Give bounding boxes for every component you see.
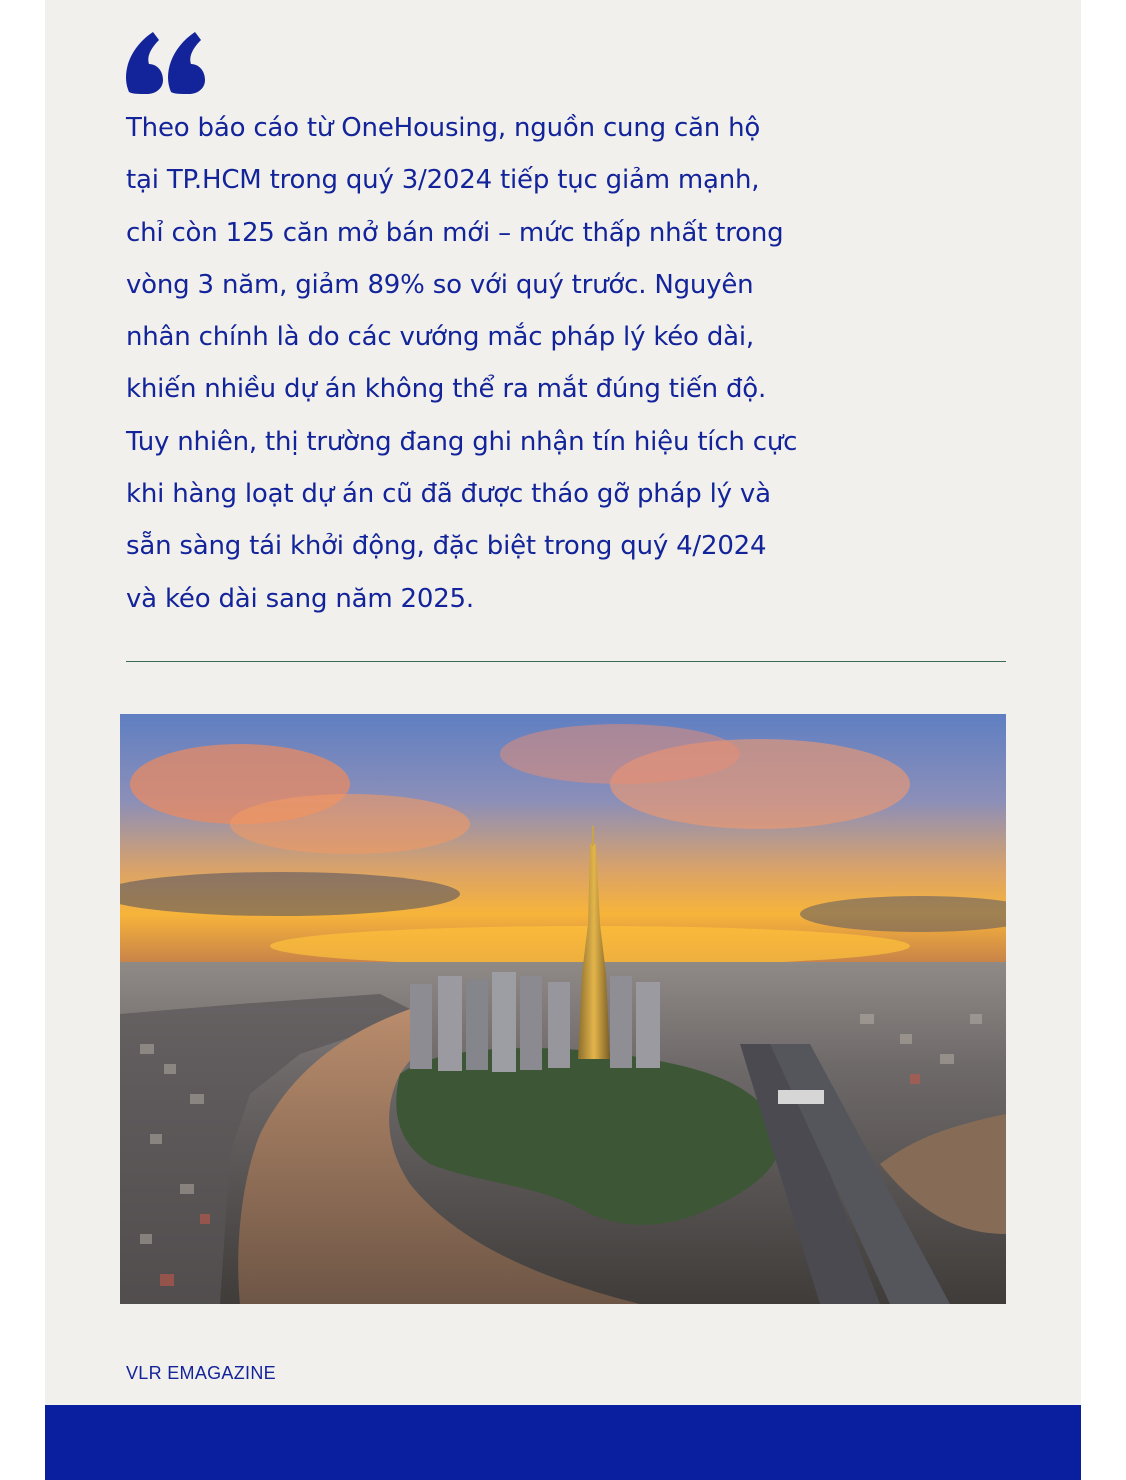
publication-label: VLR EMAGAZINE <box>126 1363 276 1383</box>
quote-open-icon <box>123 30 205 96</box>
footer-band <box>45 1405 1081 1480</box>
magazine-page <box>45 0 1081 1480</box>
quote-text: Theo báo cáo từ OneHousing, nguồn cung căn hộ tại TP.HCM trong quý 3/2024 tiếp tục giảm mạnh, chỉ còn 125 căn mở bán mới – mức thấp nhất trong vòng 3 năm, giảm 89% so với quý trước. Nguyên nhân chính là do các vướng mắc pháp lý kéo dài, khiến nhiều dự án không thể ra mắt đúng tiến độ. Tuy nhiên, thị trường đang ghi nhận tín hiệu tích cực khi hàng loạt dự án cũ đã được tháo gỡ pháp lý và sẵn sàng tái khởi động, đặc biệt trong quý 4/2024 và kéo dài sang năm 2025. <box>126 113 798 614</box>
divider <box>126 661 1006 662</box>
city-photo <box>120 714 1006 1304</box>
